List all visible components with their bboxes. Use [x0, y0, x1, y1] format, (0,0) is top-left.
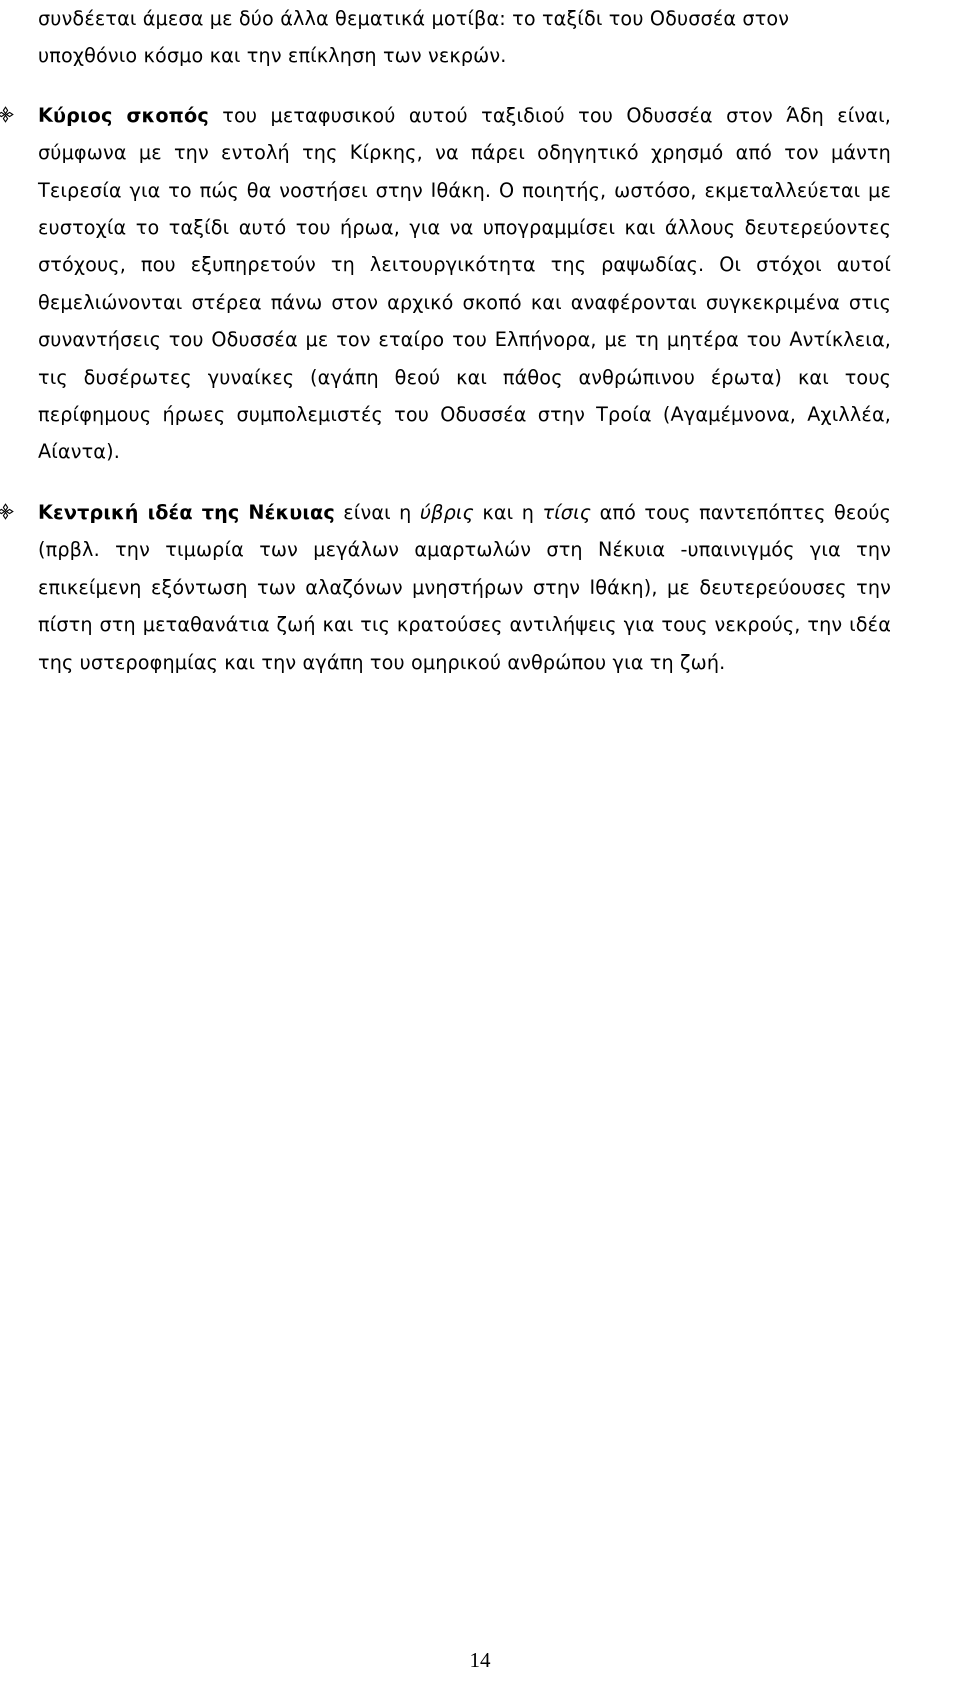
diamond-bullet-icon — [0, 106, 14, 123]
bold-heading: Κεντρική ιδέα της Νέκυιας — [38, 500, 335, 524]
body-text: του μεταφυσικού αυτού ταξιδιού του Οδυσσέα στον Άδη είναι, σύμφωνα με την εντολή της Κίρκης, να πάρει οδηγητικό χρησμό από τον μάντη Τειρεσία για το πώς θα νοστήσει στην Ιθάκη. Ο ποιητής, ωστόσο, εκμεταλλεύεται με ευστοχία το ταξίδι αυτό του ήρωα, για να υπογραμμίσει και άλλους δευτερεύοντες στόχους, που εξυπηρετούν τη λειτουργικότητα της ραψωδίας. Οι στόχοι αυτοί θεμελιώνονται στέρεα πάνω στον αρχικό σκοπό και αναφέρονται συγκεκριμένα στις συναντήσεις του Οδυσσέα με τον εταίρο του Ελπήνορα, με τη μητέρα του Αντίκλεια, τις δυσέρωτες γυναίκες (αγάπη θεού και πάθος ανθρώπινου έρωτα) και τους περίφημους ήρωες συμπολεμιστές του Οδυσσέα στην Τροία (Αγαμέμνονα, Αχιλλέα, Αίαντα). — [38, 103, 891, 464]
body-text: και η — [473, 500, 543, 524]
intro-paragraph: συνδέεται άμεσα με δύο άλλα θεματικά μοτίβα: το ταξίδι του Οδυσσέα στον υποχθόνιο κόσμο και την επίκληση των νεκρών. — [38, 7, 790, 68]
italic-term-hubris: ύβρις — [419, 500, 474, 524]
document-page — [38, 0, 891, 681]
bullet-paragraph-central-idea — [38, 494, 891, 681]
bullet-text — [38, 97, 891, 471]
bullet-text — [38, 494, 891, 681]
body-text: είναι η — [334, 500, 420, 524]
bold-heading: Κύριος σκοπός — [38, 103, 209, 127]
italic-term-tisis: τίσις — [542, 500, 592, 524]
bullet-paragraph-main-purpose — [38, 97, 891, 471]
page-number: 14 — [469, 1648, 491, 1672]
body-text: από τους παντεπόπτες θεούς (πρβλ. την τιμωρία των μεγάλων αμαρτωλών στη Νέκυια -υπαινιγμός για την επικείμενη εξόντωση των αλαζόνων μνηστήρων στην Ιθάκη), με δευτερεύουσες την πίστη στη μεταθανάτια ζωή και τις κρατούσες αντιλήψεις για τους νεκρούς, την ιδέα της υστεροφημίας και την αγάπη του ομηρικού ανθρώπου για τη ζωή. — [38, 500, 892, 674]
diamond-bullet-icon — [0, 503, 14, 520]
